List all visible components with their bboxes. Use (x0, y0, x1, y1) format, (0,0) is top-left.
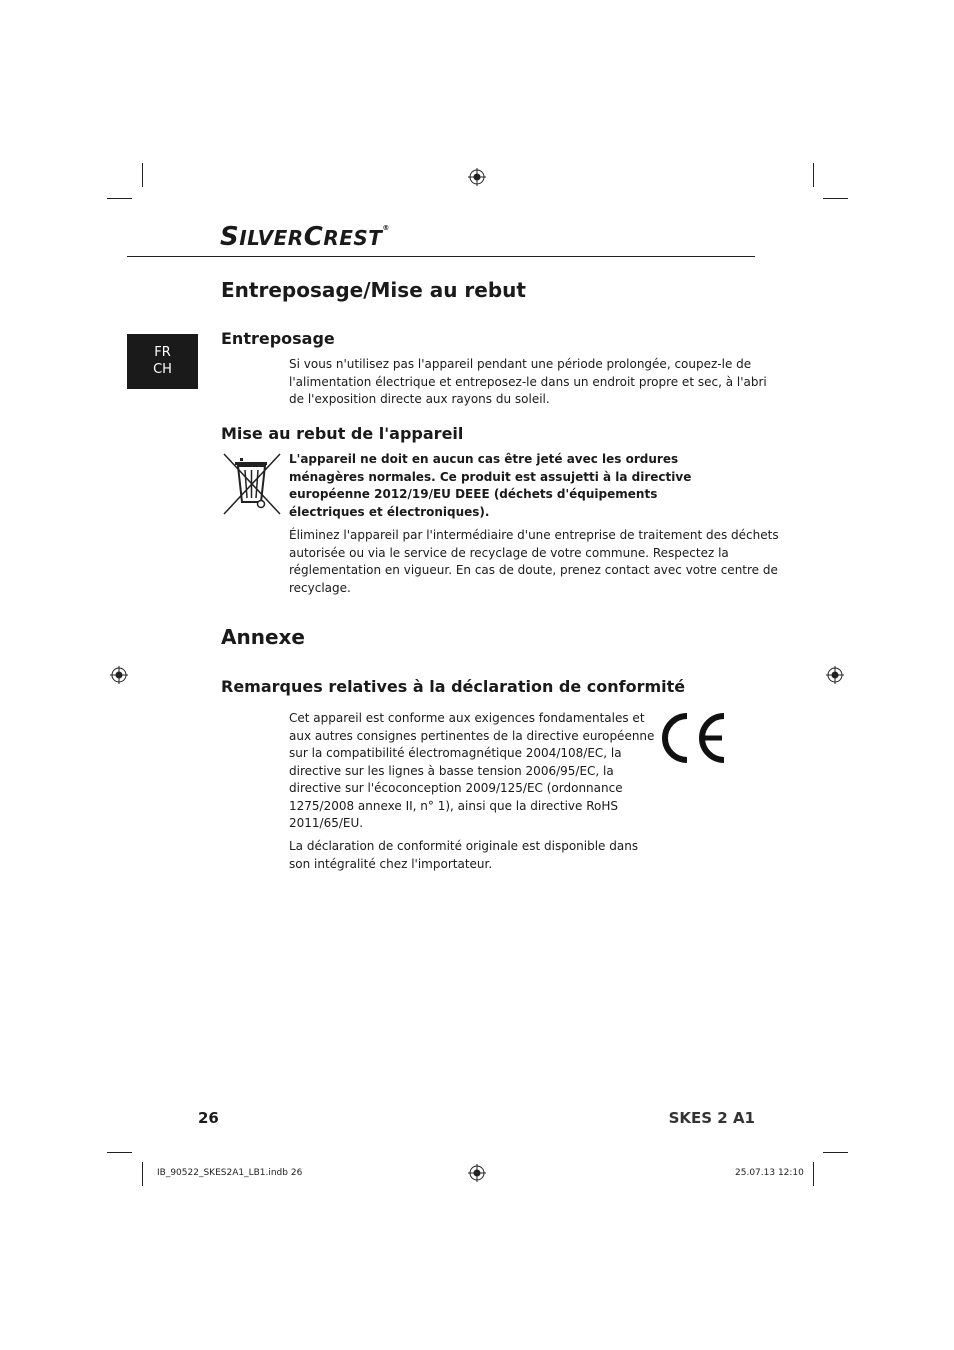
subsection-heading-disposal: Mise au rebut de l'appareil (221, 424, 464, 443)
crop-mark (813, 163, 814, 187)
crop-mark (813, 1162, 814, 1186)
crop-mark (142, 163, 143, 187)
text-line: européenne 2012/19/EU DEEE (déchets d'équipements (289, 487, 658, 501)
text-line: directive sur l'écoconception 2009/125/EC (ordonnance (289, 781, 623, 795)
text-line: sur la compatibilité électromagnétique 2004/108/EC, la (289, 746, 622, 760)
registration-mark-icon (110, 666, 128, 684)
disposal-warning (289, 451, 691, 521)
text-line: L'appareil ne doit en aucun cas être jeté avec les ordures (289, 452, 679, 466)
conformity-paragraph (289, 710, 654, 833)
text-line: 2011/65/EU. (289, 816, 364, 830)
print-slug-date: 25.07.13 12:10 (735, 1168, 804, 1178)
text-line: ménagères normales. Ce produit est assujetti à la directive (289, 469, 692, 484)
text-line: Éliminez l'appareil par l'intermédiaire d'une entreprise de traitement des déchets (289, 528, 779, 542)
registration-mark-icon (468, 1164, 486, 1182)
storage-paragraph (289, 356, 767, 409)
text-line: Si vous n'utilisez pas l'appareil pendant une période prolongée, coupez-le de (289, 357, 752, 371)
page-number: 26 (198, 1109, 219, 1127)
crossed-out-wheelie-bin-icon (221, 450, 283, 518)
crop-mark (142, 1162, 143, 1186)
registration-mark-icon (468, 168, 486, 186)
section-title: Entreposage/Mise au rebut (221, 278, 526, 302)
subsection-heading-conformity: Remarques relatives à la déclaration de conformité (221, 677, 686, 696)
section-title: Annexe (221, 625, 305, 649)
crop-mark (107, 1152, 132, 1153)
text-line: La déclaration de conformité originale est disponible dans (289, 839, 639, 853)
text-line: électriques et électroniques). (289, 504, 490, 519)
model-number: SKES 2 A1 (668, 1109, 755, 1127)
text-line: réglementation en vigueur. En cas de doute, prenez contact avec votre centre de (289, 563, 778, 577)
subsection-heading-storage: Entreposage (221, 329, 335, 348)
print-slug-file: IB_90522_SKES2A1_LB1.indb 26 (157, 1168, 303, 1178)
brand-logo: SILVERCREST® (220, 222, 390, 252)
language-tab (127, 334, 198, 389)
ce-mark-icon (656, 713, 728, 763)
text-line: l'alimentation électrique et entreposez-le dans un endroit propre et sec, à l'abri (289, 374, 767, 389)
text-line: directive sur les lignes à basse tension 2006/95/EC, la (289, 763, 614, 778)
text-line: 1275/2008 annexe II, n° 1), ainsi que la directive RoHS (289, 798, 619, 813)
header-divider (127, 256, 755, 257)
text-line: son intégralité chez l'importateur. (289, 856, 493, 871)
disposal-paragraph (289, 527, 779, 597)
text-line: recyclage. (289, 580, 351, 595)
text-line: aux autres consignes pertinentes de la directive européenne (289, 728, 655, 743)
language-label-ch: CH (153, 362, 172, 377)
language-label-fr: FR (154, 345, 171, 360)
crop-mark (823, 1152, 848, 1153)
conformity-paragraph-2 (289, 838, 638, 873)
text-line: de l'exposition directe aux rayons du soleil. (289, 392, 550, 406)
registration-mark-icon (826, 666, 844, 684)
text-line: autorisée ou via le service de recyclage de votre commune. Respectez la (289, 545, 729, 560)
text-line: Cet appareil est conforme aux exigences fondamentales et (289, 711, 645, 725)
crop-mark (823, 198, 848, 199)
crop-mark (107, 198, 132, 199)
